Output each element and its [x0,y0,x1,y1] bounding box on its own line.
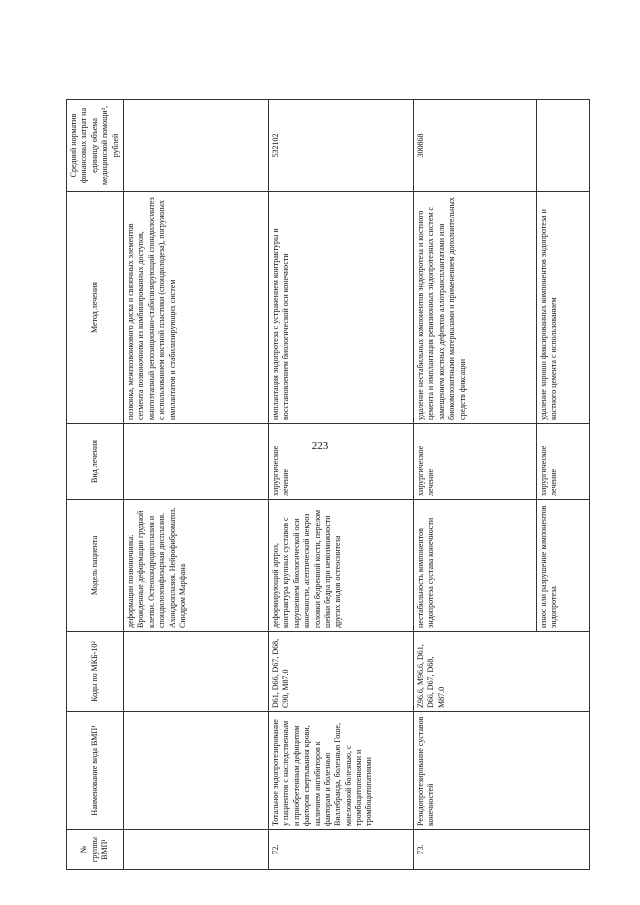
cell-codes: D61, D66, D67, D68, C90, M87.0 [268,632,413,712]
cell-num [536,830,589,870]
cell-model: нестабильность компонентов эндопротеза сустава конечности [413,500,536,632]
cell-treatment-type: хирургическое лечение [536,424,589,500]
cell-method: удаление нестабильных компонентов эндопротеза и костного цемента и имплантация ревизионных эндопротезных систем с замещением костных дефектов аллотрансплантатами или биокомпозитными материалами и применением дополнительных средств фиксации [413,192,536,424]
cell-name [123,712,268,830]
cell-cost [123,100,268,192]
cell-treatment-type: хирургическое лечение [413,424,536,500]
cell-method: имплантация эндопротеза с устранением контрактуры и восстановлением биологической оси конечности [268,192,413,424]
cell-treatment-type [123,424,268,500]
cell-model: деформирующий артроз, контрактура крупных суставов с нарушением биологической оси конечности, асептический некроз головки бедренной кости, перелом шейки бедра при невозможности других видов остеосинтеза [268,500,413,632]
cell-method: удаление хорошо фиксированных компонентов эндопротеза и костного цемента с использованием [536,192,589,424]
cell-model: износ или разрушение компонентов эндопротеза [536,500,589,632]
cell-num: 72. [268,830,413,870]
cell-cost: 300868 [413,100,536,192]
cell-name: Тотальное эндопротезирование у пациентов с наследственным и приобретенным дефицитом факторов свертывания крови, наличием ингибиторов к факторам и болезнью Виллебранда, болезнью Гоше, миеломной болезнью, с тромбоцитопениями и тромбоцитопатиями [268,712,413,830]
cell-num: 73. [413,830,536,870]
cell-codes: Z96.6, M96.6, D61, D66, D67, D68, M87.0 [413,632,536,712]
cell-codes [536,632,589,712]
table-row [536,100,589,870]
header-row [67,100,124,870]
table-row [123,100,268,870]
header-method: Метод лечения [67,192,124,424]
header-num: № группы ВМП¹ [67,830,124,870]
table-row [268,100,413,870]
cell-cost [536,100,589,192]
cell-treatment-type: хирургическое лечение [268,424,413,500]
header-treatment-type: Вид лечения [67,424,124,500]
header-model: Модель пациента [67,500,124,632]
cell-cost: 532102 [268,100,413,192]
cell-name: Реэндопротезирование суставов конечностей [413,712,536,830]
cell-codes [123,632,268,712]
cell-name [536,712,589,830]
table-row [413,100,536,870]
cell-num [123,830,268,870]
header-cost: Средний норматив финансовых затрат на единицу объема медицинской помощи³, рублей [67,100,124,192]
cell-model: деформации позвоночника. Врожденные деформации грудной клетки. Остеохондродисплазия и спондилоэпифизарная дисплазия. Ахондроплазия. Нейрофиброматоз. Синдром Марфана [123,500,268,632]
header-name: Наименование вида ВМП¹ [67,712,124,830]
rotated-table-container [66,100,594,870]
page-number: 223 [311,440,329,452]
cell-method: позвонка, межпозвонкового диска и связочных элементов сегмента позвоночника из комбинированных доступов, многоэтапный репозиционно-стабилизирующий спондилосинтез с использованием костной пластики (спондилодеза), погружных имплантатов и стабилизирующих систем [123,192,268,424]
header-codes: Коды по МКБ-10² [67,632,124,712]
vmp-table [66,99,590,870]
